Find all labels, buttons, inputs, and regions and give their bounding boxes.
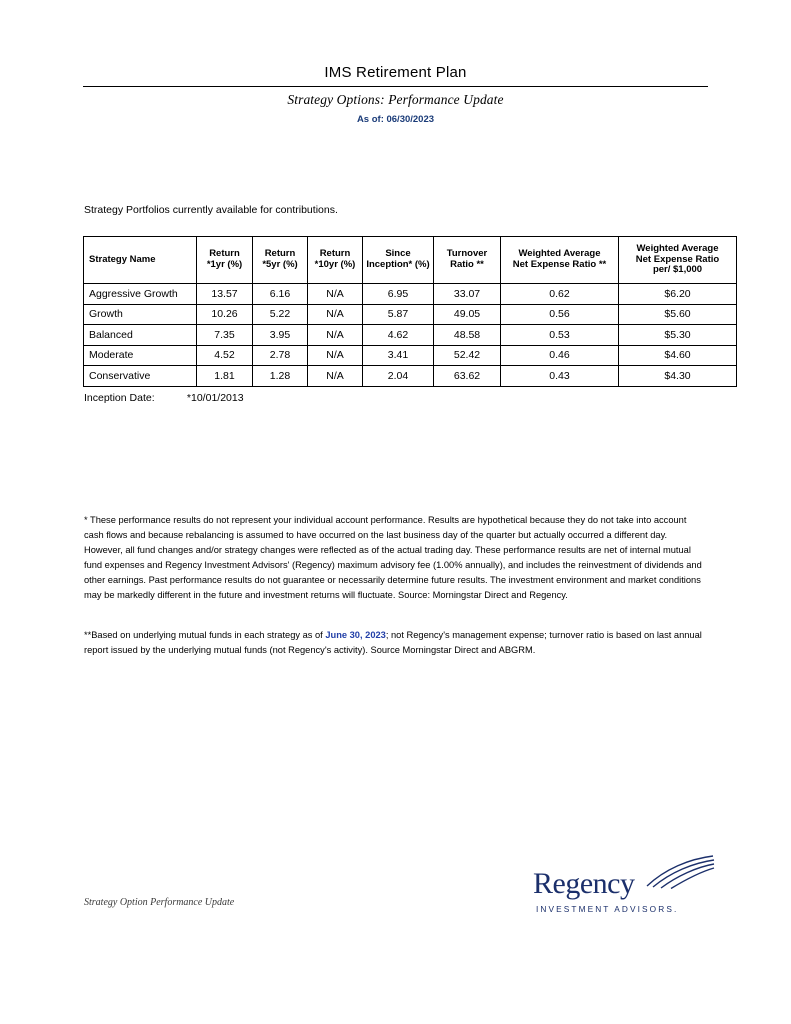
column-header-return-5yr-line1: Return (264, 248, 296, 260)
cell-weighted-avg-net-expense-ratio: 0.46 (501, 345, 619, 366)
column-header-weighted-avg-net-expense-per-1000 (619, 237, 737, 284)
cell-weighted-avg-net-expense-ratio: 0.53 (501, 325, 619, 346)
column-header-return-10yr-line2: *10yr (%) (314, 259, 356, 270)
as-of-date: As of: 06/30/2023 (356, 114, 435, 125)
cell-return-1yr: 1.81 (197, 366, 253, 387)
table-header (84, 237, 737, 284)
footer-document-label: Strategy Option Performance Update (84, 897, 235, 908)
table-row (84, 366, 737, 387)
cell-since-inception: 2.04 (363, 366, 434, 387)
title-divider (83, 86, 708, 87)
cell-since-inception: 5.87 (363, 304, 434, 325)
column-header-weighted-avg-net-expense-ratio (501, 237, 619, 284)
footnote-expense-date: June 30, 2023 (325, 630, 386, 640)
cell-strategy-name: Balanced (84, 325, 197, 346)
column-header-turnover-ratio-line2: Ratio ** (450, 259, 484, 270)
column-header-turnover-ratio (434, 237, 501, 284)
cell-return-5yr: 2.78 (253, 345, 308, 366)
cell-weighted-avg-net-expense-ratio: 0.56 (501, 304, 619, 325)
cell-turnover-ratio: 63.62 (434, 366, 501, 387)
inception-date-label: Inception Date: (84, 392, 155, 404)
column-header-strategy-name (84, 237, 197, 284)
cell-weighted-avg-net-expense-ratio: 0.62 (501, 284, 619, 305)
regency-logo (533, 855, 713, 915)
column-header-return-1yr (197, 237, 253, 284)
cell-return-10yr: N/A (308, 304, 363, 325)
cell-since-inception: 3.41 (363, 345, 434, 366)
cell-since-inception: 4.62 (363, 325, 434, 346)
column-header-wper-line3: per/ $1,000 (652, 264, 703, 276)
column-header-wper-line1: Weighted Average (636, 242, 719, 254)
logo-wordmark: Regency (533, 867, 635, 900)
footnote-expense-part1: **Based on underlying mutual funds in each strategy as of (84, 630, 326, 640)
cell-strategy-name: Aggressive Growth (84, 284, 197, 305)
column-header-wanr-line1: Weighted Average (518, 248, 601, 260)
column-header-return-5yr-line2: *5yr (%) (262, 259, 298, 270)
cell-return-5yr: 6.16 (253, 284, 308, 305)
inception-date-value: *10/01/2013 (186, 392, 244, 404)
cell-weighted-avg-net-expense-per-1000: $5.60 (619, 304, 737, 325)
column-header-return-1yr-line2: *1yr (%) (206, 259, 243, 270)
inception-date-row (84, 392, 710, 404)
cell-weighted-avg-net-expense-per-1000: $4.60 (619, 345, 737, 366)
cell-strategy-name: Growth (84, 304, 197, 325)
page-title: IMS Retirement Plan (324, 64, 467, 81)
cell-since-inception: 6.95 (363, 284, 434, 305)
table-row (84, 284, 737, 305)
column-header-wanr-line2: Net Expense Ratio ** (512, 259, 607, 270)
cell-turnover-ratio: 48.58 (434, 325, 501, 346)
cell-weighted-avg-net-expense-per-1000: $5.30 (619, 325, 737, 346)
cell-return-5yr: 3.95 (253, 325, 308, 346)
column-header-since-inception-line1: Since (385, 248, 411, 260)
footnote-performance-disclosure: * These performance results do not represent your individual account performance. Results are hypothetical because they do not take into account cash flows and because rebalancing is assumed to have occurred on the last business day of the quarter but actually occurred a different day. However, all fund changes and/or strategy changes were reflected as of the actual trading day. These performance results are net of internal mutual fund expenses and Regency Investment Advisors' (Regency) maximum advisory fee (1.00% annually), and includes the reinvestment of dividends and other earnings. Past performance results do not guarantee or necessarily determine future results. The investment environment and market conditions may be markedly different in the future and investment returns will fluctuate. Source: Morningstar Direct and Regency. (84, 515, 702, 601)
column-header-return-10yr (308, 237, 363, 284)
column-header-turnover-ratio-line1: Turnover (446, 248, 488, 260)
column-header-since-inception-line2: Inception* (%) (366, 259, 430, 270)
table-row (84, 325, 737, 346)
table-body (84, 284, 737, 387)
footnote-expense-part2: ; not Regency's management expense; turnover ratio is based on last annual report issued by the underlying mutual funds (not Regency's activity). Source Morningstar Direct and ABGRM. (84, 630, 702, 656)
document-header (83, 64, 708, 125)
cell-return-1yr: 13.57 (197, 284, 253, 305)
cell-turnover-ratio: 52.42 (434, 345, 501, 366)
cell-return-10yr: N/A (308, 325, 363, 346)
performance-table (83, 236, 737, 387)
column-header-return-10yr-line1: Return (319, 248, 351, 260)
cell-return-1yr: 7.35 (197, 325, 253, 346)
logo-swoosh-icon (645, 855, 715, 889)
column-header-return-1yr-line1: Return (209, 248, 240, 260)
intro-text: Strategy Portfolios currently available for contributions. (84, 204, 338, 216)
table-row (84, 304, 737, 325)
column-header-strategy-name-label: Strategy Name (89, 253, 156, 265)
cell-return-1yr: 4.52 (197, 345, 253, 366)
cell-return-5yr: 5.22 (253, 304, 308, 325)
column-header-since-inception (363, 237, 434, 284)
cell-turnover-ratio: 49.05 (434, 304, 501, 325)
performance-table-container (83, 236, 720, 387)
cell-weighted-avg-net-expense-ratio: 0.43 (501, 366, 619, 387)
cell-strategy-name: Conservative (84, 366, 197, 387)
cell-return-10yr: N/A (308, 284, 363, 305)
cell-weighted-avg-net-expense-per-1000: $6.20 (619, 284, 737, 305)
table-header-row (84, 237, 737, 284)
cell-return-1yr: 10.26 (197, 304, 253, 325)
table-row (84, 345, 737, 366)
cell-strategy-name: Moderate (84, 345, 197, 366)
cell-turnover-ratio: 33.07 (434, 284, 501, 305)
logo-tagline: INVESTMENT ADVISORS. (536, 904, 679, 914)
cell-weighted-avg-net-expense-per-1000: $4.30 (619, 366, 737, 387)
column-header-wper-line2: Net Expense Ratio (635, 253, 720, 265)
column-header-return-5yr (253, 237, 308, 284)
cell-return-10yr: N/A (308, 366, 363, 387)
document-subtitle: Strategy Options: Performance Update (287, 92, 504, 107)
cell-return-5yr: 1.28 (253, 366, 308, 387)
cell-return-10yr: N/A (308, 345, 363, 366)
footnote-expense-disclosure (84, 628, 706, 658)
